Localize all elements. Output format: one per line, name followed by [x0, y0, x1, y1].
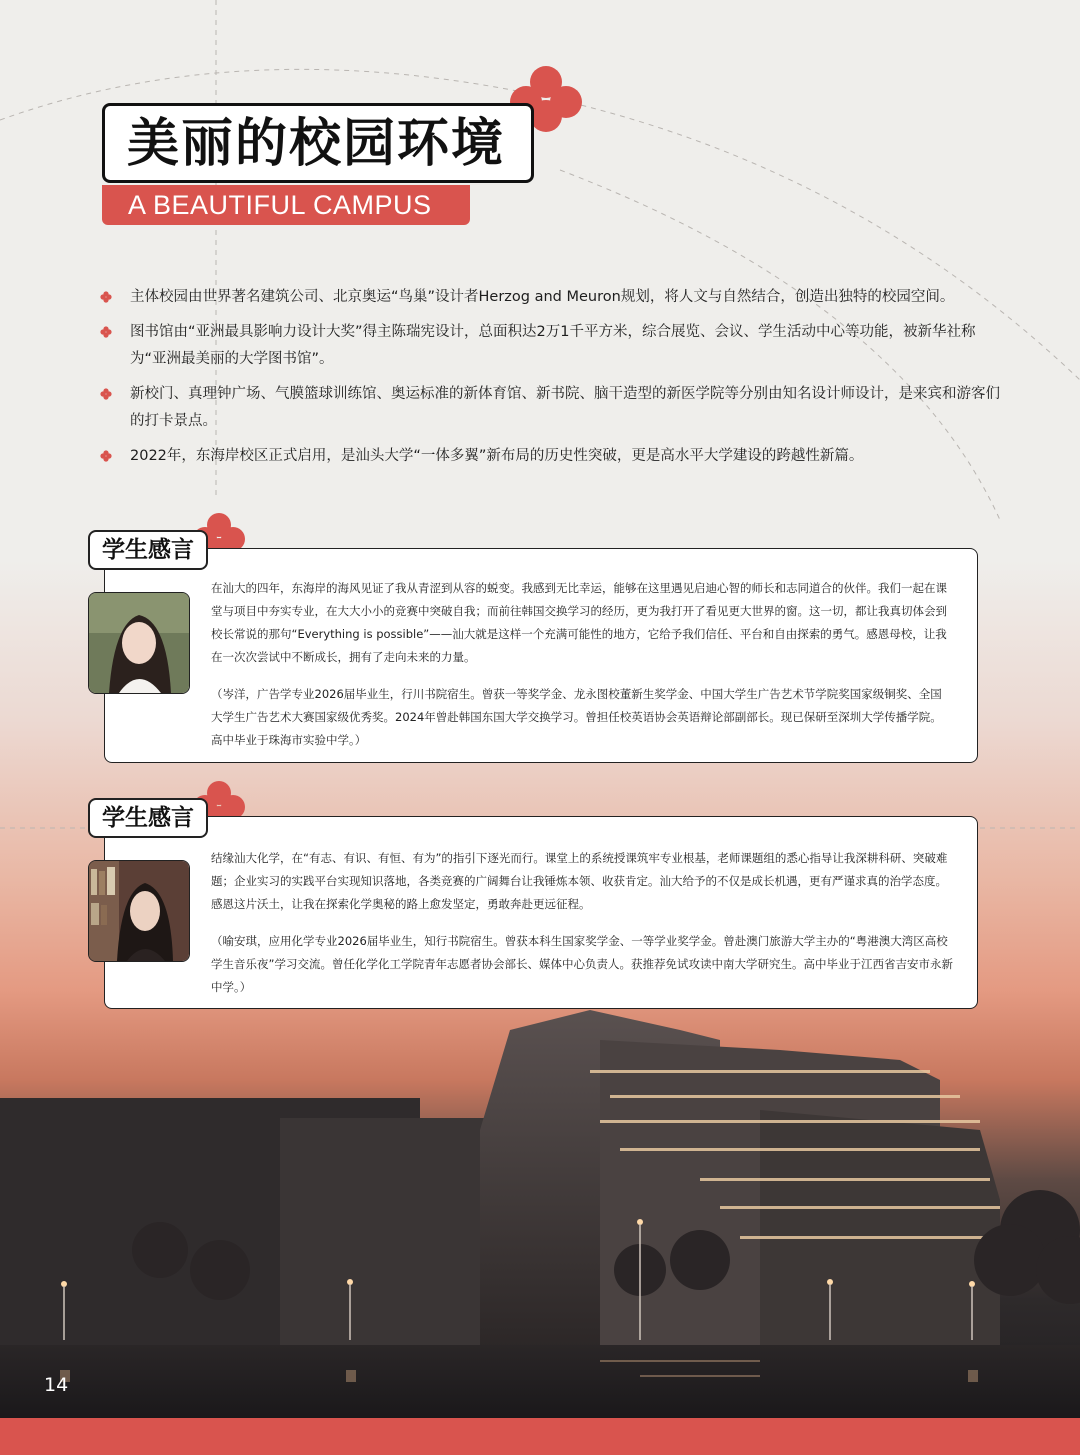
list-item-text: 2022年，东海岸校区正式启用，是汕头大学“一体多翼”新布局的历史性突破，更是高水平大学建设的跨越性新篇。: [130, 448, 864, 464]
campus-night-scene: [0, 1000, 1080, 1420]
testimonial-card: [104, 816, 978, 1009]
list-item-text: 主体校园由世界著名建筑公司、北京奥运“鸟巢”设计者Herzog and Meuron规划，将人文与自然结合，创造出独特的校园空间。: [130, 289, 955, 305]
bullet-icon: [100, 326, 112, 338]
student-photo-image: [89, 861, 189, 961]
student-photo-image: [89, 593, 189, 693]
list-item: [100, 284, 1000, 311]
subtitle-banner: [102, 185, 470, 225]
list-item: [100, 443, 1000, 470]
testimonial-tag: 学生感言: [88, 530, 208, 570]
section-title: 美丽的校园环境: [127, 114, 506, 174]
testimonial-quote: 在汕大的四年，东海岸的海风见证了我从青涩到从容的蜕变。我感到无比幸运，能够在这里遇见启迪心智的师长和志同道合的伙伴。我们一起在课堂与项目中夯实专业，在大大小小的竞赛中突破自我；而前往韩国交换学习的经历，更为我打开了看见更大世界的窗。这一切，都让我真切体会到校长常说的那句“Everything is possible”——汕大就是这样一个充满可能性的地方，它给予我们信任、平台和自由探索的勇气。感恩母校，让我在一次次尝试中不断成长，拥有了走向未来的力量。: [211, 581, 947, 664]
title-box: [102, 103, 534, 183]
bullet-icon: [100, 450, 112, 462]
section-subtitle: A BEAUTIFUL CAMPUS: [128, 190, 432, 220]
bullet-icon: [100, 388, 112, 400]
testimonial-card: [104, 548, 978, 763]
list-item: [100, 319, 1000, 373]
testimonial-tag: 学生感言: [88, 798, 208, 838]
testimonial-body: [211, 577, 953, 752]
list-item: [100, 381, 1000, 435]
testimonial-body: [211, 847, 953, 999]
page-number: 14: [44, 1374, 69, 1396]
testimonial-quote: 结缘汕大化学，在“有志、有识、有恒、有为”的指引下逐光而行。课堂上的系统授课筑牢专业根基，老师课题组的悉心指导让我深耕科研、突破难题；企业实习的实践平台实现知识落地，各类竞赛的广阔舞台让我锤炼本领、收获肯定。汕大给予的不仅是成长机遇，更有严谨求真的治学态度。感恩这片沃土，让我在探索化学奥秘的路上愈发坚定，勇敢奔赴更远征程。: [211, 851, 948, 911]
campus-features-list: [100, 284, 1000, 470]
testimonial-bio: （岑洋，广告学专业2026届毕业生，行川书院宿生。曾获一等奖学金、龙永图校董新生奖学金、中国大学生广告艺术节学院奖国家级铜奖、全国大学生广告艺术大赛国家级优秀奖。2024年曾赴韩国东国大学交换学习。曾担任校英语协会英语辩论部副部长。现已保研至深圳大学传播学院。高中毕业于珠海市实验中学。）: [211, 687, 942, 747]
footer-bar: [0, 1418, 1080, 1455]
bullet-icon: [100, 291, 112, 303]
list-item-text: 图书馆由“亚洲最具影响力设计大奖”得主陈瑞宪设计，总面积达2万1千平方米，综合展览、会议、学生活动中心等功能，被新华社称为“亚洲最美丽的大学图书馆”。: [130, 324, 976, 367]
student-photo: [88, 592, 190, 694]
list-item-text: 新校门、真理钟广场、气膜篮球训练馆、奥运标准的新体育馆、新书院、脑干造型的新医学院等分别由知名设计师设计，是来宾和游客们的打卡景点。: [130, 386, 1000, 429]
student-photo: [88, 860, 190, 962]
testimonial-bio: （喻安琪，应用化学专业2026届毕业生，知行书院宿生。曾获本科生国家奖学金、一等学业奖学金。曾赴澳门旅游大学主办的“粤港澳大湾区高校学生音乐夜”学习交流。曾任化学化工学院青年志愿者协会部长、媒体中心负责人。获推荐免试攻读中南大学研究生。高中毕业于江西省吉安市永新中学。）: [211, 934, 953, 994]
